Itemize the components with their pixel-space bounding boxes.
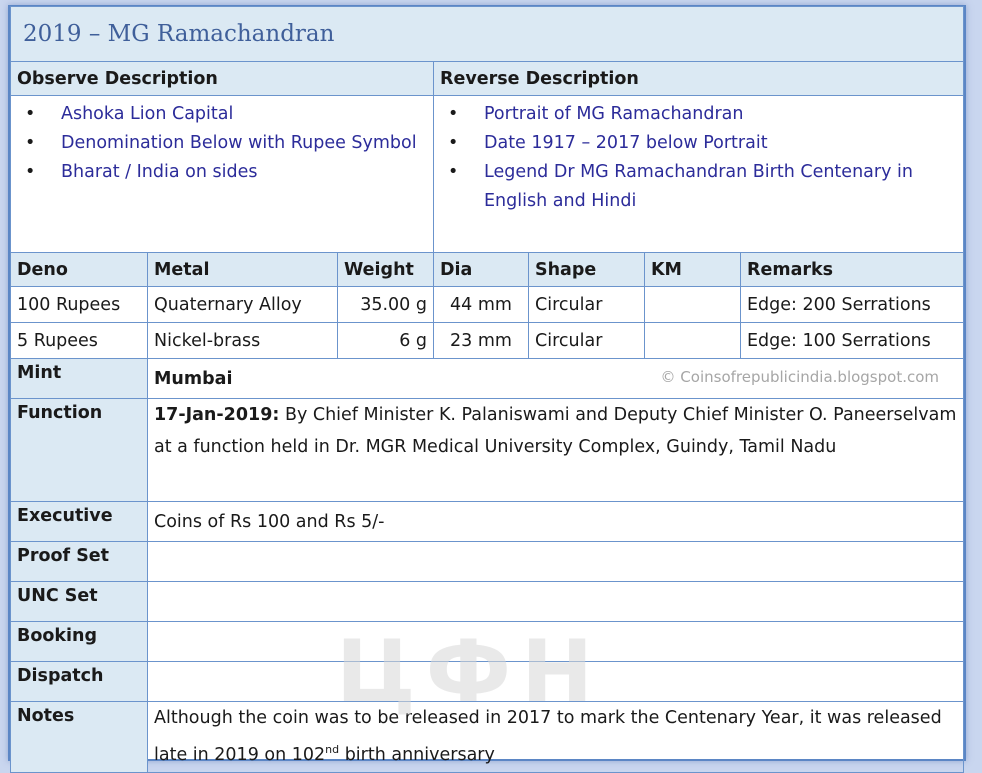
reverse-item: • Date 1917 – 2017 below Portrait [484,129,957,158]
function-date: 17-Jan-2019: [154,405,280,425]
mint-value-cell [148,359,964,399]
observe-header: Observe Description [11,62,434,96]
booking-value [148,622,964,662]
executive-value: Coins of Rs 100 and Rs 5/- [148,502,964,542]
remarks-cell: Edge: 200 Serrations [741,287,964,323]
unc-set-label: UNC Set [11,582,148,622]
reverse-description [434,96,964,253]
dia-cell: 23 mm [434,323,529,359]
dispatch-value [148,662,964,702]
reverse-header: Reverse Description [434,62,964,96]
weight-cell: 35.00 g [338,287,434,323]
weight-cell: 6 g [338,323,434,359]
col-header-remarks: Remarks [741,253,964,287]
km-cell [645,323,741,359]
coin-info-table [10,6,964,773]
col-header-weight: Weight [338,253,434,287]
reverse-item: • Portrait of MG Ramachandran [484,100,957,129]
reverse-item: • Legend Dr MG Ramachandran Birth Centenary in English and Hindi [484,158,957,216]
mint-value: Mumbai [154,368,233,389]
observe-item: • Bharat / India on sides [61,158,427,187]
mint-label: Mint [11,359,148,399]
notes-superscript: nd [325,743,340,756]
table-row [11,323,964,359]
notes-text: Although the coin was to be released in 2017 to mark the Centenary Year, it was released late in 2019 on 102 [154,708,942,765]
proof-set-value [148,542,964,582]
notes-label: Notes [11,702,148,773]
metal-cell: Quaternary Alloy [148,287,338,323]
metal-cell: Nickel-brass [148,323,338,359]
col-header-metal: Metal [148,253,338,287]
col-header-deno: Deno [11,253,148,287]
site-credit: © Coinsofrepublicindia.blogspot.com [660,368,940,386]
dispatch-label: Dispatch [11,662,148,702]
col-header-km: KM [645,253,741,287]
remarks-cell: Edge: 100 Serrations [741,323,964,359]
page-title: 2019 – MG Ramachandran [11,7,964,62]
notes-value [148,702,964,773]
table-row [11,287,964,323]
observe-item: • Denomination Below with Rupee Symbol [61,129,427,158]
executive-label: Executive [11,502,148,542]
col-header-shape: Shape [529,253,645,287]
deno-cell: 100 Rupees [11,287,148,323]
shape-cell: Circular [529,287,645,323]
dia-cell: 44 mm [434,287,529,323]
notes-text-end: birth anniversary [339,744,495,765]
col-header-dia: Dia [434,253,529,287]
function-value [148,399,964,502]
observe-description [11,96,434,253]
deno-cell: 5 Rupees [11,323,148,359]
proof-set-label: Proof Set [11,542,148,582]
unc-set-value [148,582,964,622]
km-cell [645,287,741,323]
observe-item: • Ashoka Lion Capital [61,100,427,129]
function-label: Function [11,399,148,502]
booking-label: Booking [11,622,148,662]
watermark-logo: ЦФН [336,622,604,722]
shape-cell: Circular [529,323,645,359]
function-text: By Chief Minister K. Palaniswami and Deputy Chief Minister O. Paneerselvam at a function held in Dr. MGR Medical University Complex, Guindy, Tamil Nadu [154,405,957,457]
